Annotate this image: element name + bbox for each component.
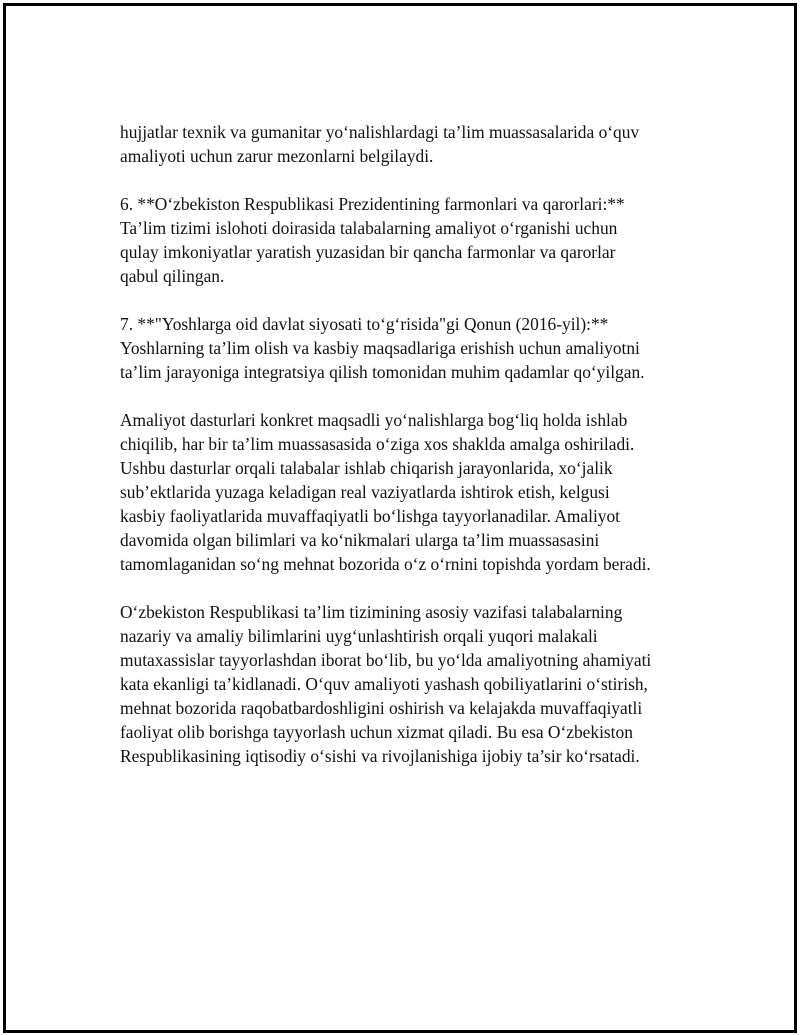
text-line: ta’lim jarayoniga integratsiya qilish tomonidan muhim qadamlar qo‘yilgan.	[120, 362, 645, 382]
text-line: Ushbu dasturlar orqali talabalar ishlab chiqarish jarayonlarida, xo‘jalik	[120, 458, 613, 478]
paragraph-4	[120, 408, 700, 576]
paragraph-3	[120, 312, 700, 384]
text-line: 6. **O‘zbekiston Respublikasi Prezidentining farmonlari va qarorlari:**	[120, 194, 625, 214]
text-line: sub’ektlarida yuzaga keladigan real vaziyatlarda ishtirok etish, kelgusi	[120, 482, 610, 502]
page-frame	[3, 3, 797, 1033]
text-line: Yoshlarning ta’lim olish va kasbiy maqsadlariga erishish uchun amaliyotni	[120, 338, 640, 358]
text-line: faoliyat olib borishga tayyorlash uchun xizmat qiladi. Bu esa O‘zbekiston	[120, 722, 633, 742]
text-line: hujjatlar texnik va gumanitar yo‘nalishlardagi ta’lim muassasalarida o‘quv	[120, 122, 640, 142]
text-line: tamomlaganidan so‘ng mehnat bozorida o‘z o‘rnini topishda yordam beradi.	[120, 554, 651, 574]
text-line: Amaliyot dasturlari konkret maqsadli yo‘nalishlarga bog‘liq holda ishlab	[120, 410, 628, 430]
text-line: qabul qilingan.	[120, 266, 225, 286]
text-line: 7. **"Yoshlarga oid davlat siyosati to‘g‘risida"gi Qonun (2016-yil):**	[120, 314, 609, 334]
text-line: mehnat bozorida raqobatbardoshligini oshirish va kelajakda muvaffaqiyatli	[120, 698, 643, 718]
text-line: Respublikasining iqtisodiy o‘sishi va rivojlanishiga ijobiy ta’sir ko‘rsatadi.	[120, 746, 640, 766]
paragraph-5	[120, 600, 700, 768]
paragraph-2	[120, 192, 700, 288]
text-line: mutaxassislar tayyorlashdan iborat bo‘lib, bu yo‘lda amaliyotning ahamiyati	[120, 650, 652, 670]
text-line: kata ekanligi ta’kidlanadi. O‘quv amaliyoti yashash qobiliyatlarini o‘stirish,	[120, 674, 648, 694]
document-body	[120, 120, 700, 792]
text-line: chiqilib, har bir ta’lim muassasasida o‘ziga xos shaklda amalga oshiriladi.	[120, 434, 635, 454]
text-line: nazariy va amaliy bilimlarini uyg‘unlashtirish orqali yuqori malakali	[120, 626, 598, 646]
text-line: Ta’lim tizimi islohoti doirasida talabalarning amaliyot o‘rganishi uchun	[120, 218, 618, 238]
text-line: qulay imkoniyatlar yaratish yuzasidan bir qancha farmonlar va qarorlar	[120, 242, 616, 262]
text-line: amaliyoti uchun zarur mezonlarni belgilaydi.	[120, 146, 434, 166]
text-line: davomida olgan bilimlari va ko‘nikmalari ularga ta’lim muassasasini	[120, 530, 600, 550]
paragraph-1	[120, 120, 700, 168]
text-line: kasbiy faoliyatlarida muvaffaqiyatli bo‘lishga tayyorlanadilar. Amaliyot	[120, 506, 621, 526]
text-line: O‘zbekiston Respublikasi ta’lim tizimining asosiy vazifasi talabalarning	[120, 602, 623, 622]
